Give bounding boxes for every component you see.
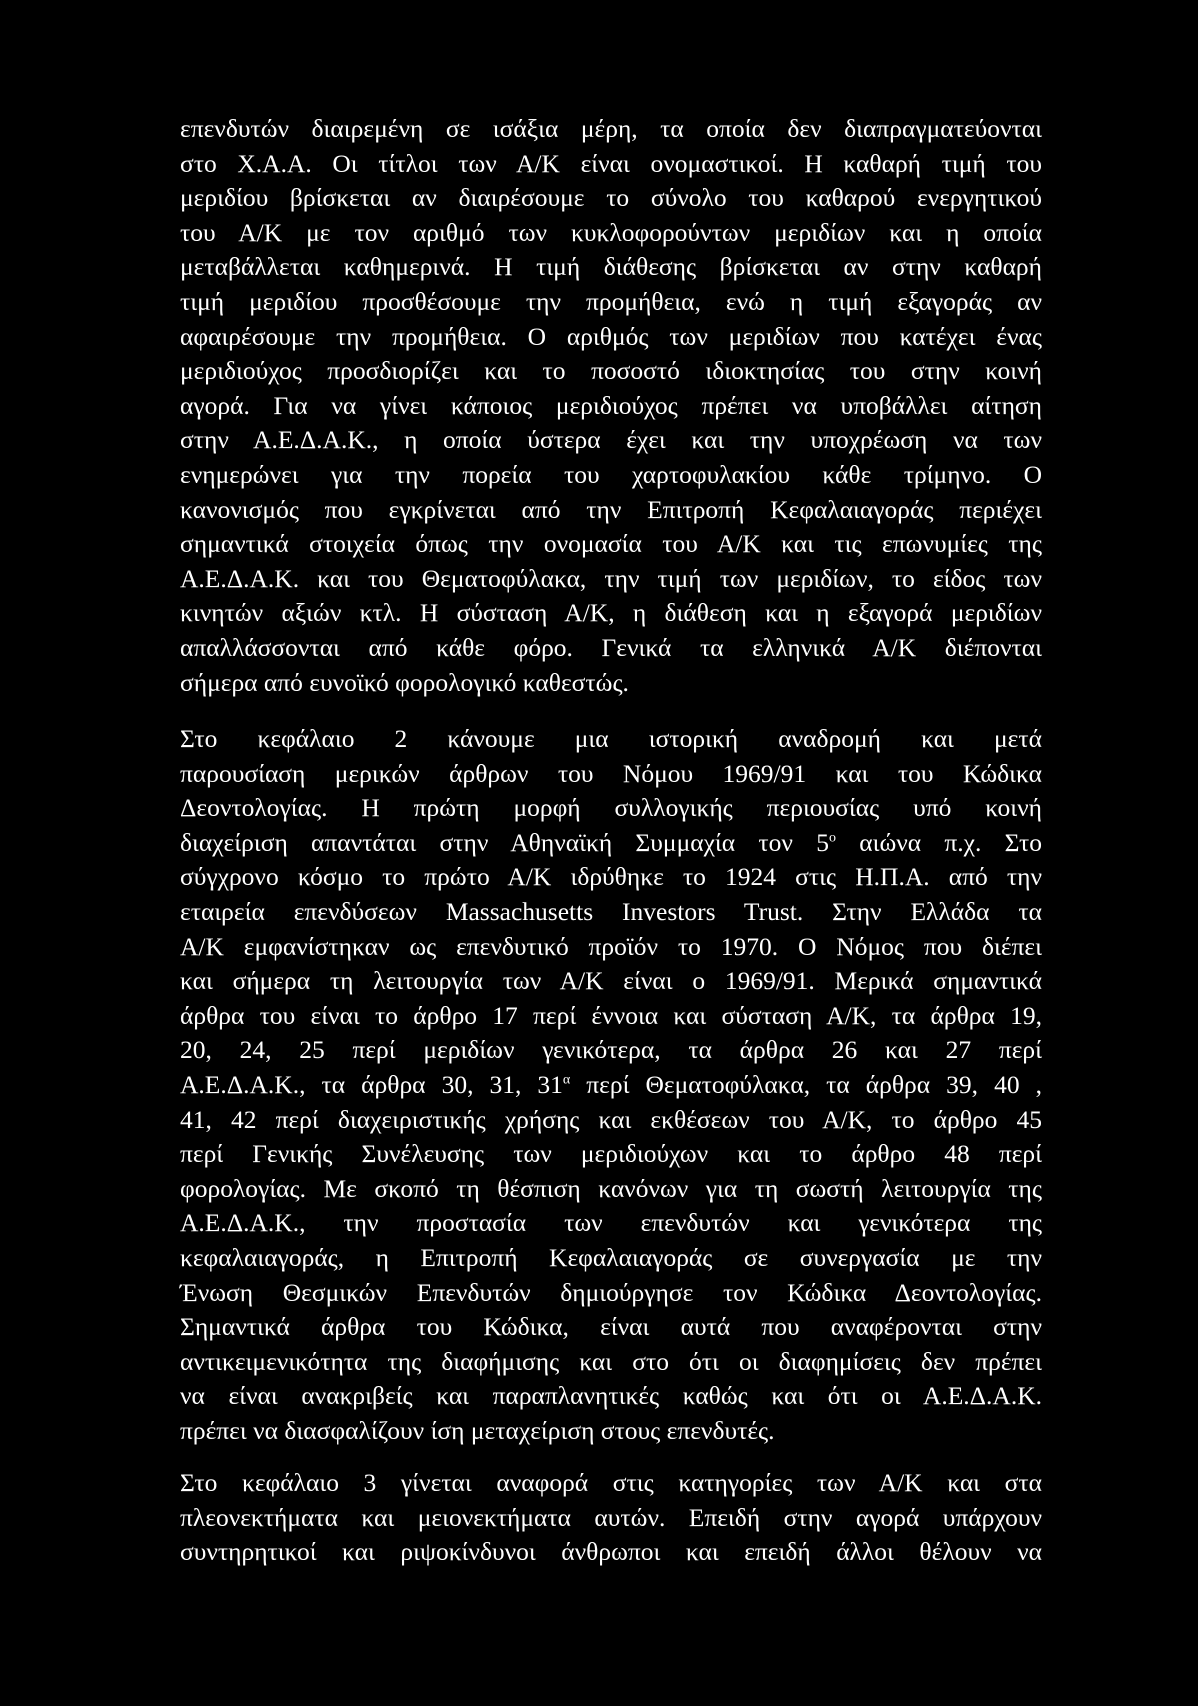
text-line: του Α/Κ με τον αριθμό των κυκλοφορούντων μεριδίων και η οποία [180, 217, 1042, 247]
text-line: συντηρητικοί και ριψοκίνδυνοι άνθρωποι και επειδή άλλοι θέλουν να [180, 1537, 1042, 1567]
text-line: Α/Κ εμφανίστηκαν ως επενδυτικό προϊόν το 1970. Ο Νόμος που διέπει [180, 931, 1042, 961]
text-line: Α.Ε.Δ.Α.Κ., την προστασία των επενδυτών και γενικότερα της [180, 1208, 1042, 1238]
text-line: Στο κεφάλαιο 3 γίνεται αναφορά στις κατηγορίες των Α/Κ και στα [180, 1468, 1042, 1497]
text-line: στην Α.Ε.Δ.Α.Κ., η οποία ύστερα έχει και την υποχρέωση να των [180, 425, 1042, 455]
text-line: ενημερώνει για την πορεία του χαρτοφυλακίου κάθε τρίμηνο. Ο [180, 459, 1042, 489]
superscript: ο [828, 830, 836, 846]
text-line: απαλλάσσονται από κάθε φόρο. Γενικά τα ελληνικά Α/Κ διέπονται [180, 632, 1042, 662]
text-line: κινητών αξιών κτλ. Η σύσταση Α/Κ, η διάθεση και η εξαγορά μεριδίων [180, 598, 1042, 628]
text-line: φορολογίας. Με σκοπό τη θέσπιση κανόνων για τη σωστή λειτουργία της [180, 1173, 1042, 1203]
text-line: Στο κεφάλαιο 2 κάνουμε μια ιστορική αναδρομή και μετά [180, 724, 1042, 753]
text-line: πρέπει να διασφαλίζουν ίση μεταχείριση στους επενδυτές. [180, 1415, 775, 1445]
text-line: Α.Ε.Δ.Α.Κ. και του Θεματοφύλακα, την τιμή των μεριδίων, το είδος των [180, 563, 1042, 593]
paragraph-1 [180, 112, 1042, 700]
text-line: κεφαλαιαγοράς, η Επιτροπή Κεφαλαιαγοράς σε συνεργασία με την [180, 1242, 1042, 1272]
text-segment: αιώνα π.χ. Στο [835, 827, 1043, 857]
text-line: πλεονεκτήματα και μειονεκτήματα αυτών. Επειδή στην αγορά υπάρχουν [180, 1502, 1042, 1532]
text-line: αφαιρέσουμε την προμήθεια. Ο αριθμός των μεριδίων που κατέχει ένας [180, 321, 1042, 351]
text-line [180, 826, 1042, 861]
text-line: εταιρεία επενδύσεων Massachusetts Investors Trust. Στην Ελλάδα τα [180, 896, 1042, 926]
paragraph-3 [180, 1466, 1042, 1570]
text-line: μεταβάλλεται καθημερινά. Η τιμή διάθεσης βρίσκεται αν στην καθαρή [180, 252, 1042, 282]
text-line: Δεοντολογίας. Η πρώτη μορφή συλλογικής περιουσίας υπό κοινή [180, 793, 1042, 823]
text-line: να είναι ανακριβείς και παραπλανητικές καθώς και ότι οι Α.Ε.Δ.Α.Κ. [180, 1381, 1042, 1411]
text-line: παρουσίαση μερικών άρθρων του Νόμου 1969/91 και του Κώδικα [180, 758, 1042, 788]
text-line: Ένωση Θεσμικών Επενδυτών δημιούργησε τον Κώδικα Δεοντολογίας. [180, 1277, 1042, 1307]
text-line: μεριδίου βρίσκεται αν διαιρέσουμε το σύνολο του καθαρού ενεργητικού [180, 183, 1042, 213]
text-line: 20, 24, 25 περί μεριδίων γενικότερα, τα άρθρα 26 και 27 περί [180, 1035, 1042, 1065]
text-line: τιμή μεριδίου προσθέσουμε την προμήθεια, ενώ η τιμή εξαγοράς αν [180, 286, 1042, 316]
text-line: μεριδιούχος προσδιορίζει και το ποσοστό ιδιοκτησίας του στην κοινή [180, 356, 1042, 386]
text-line: αγορά. Για να γίνει κάποιος μεριδιούχος πρέπει να υποβάλλει αίτηση [180, 390, 1042, 420]
text-line: Σημαντικά άρθρα του Κώδικα, είναι αυτά που αναφέρονται στην [180, 1312, 1042, 1342]
text-line: αντικειμενικότητα της διαφήμισης και στο ότι οι διαφημίσεις δεν πρέπει [180, 1346, 1042, 1376]
text-line: στο Χ.Α.Α. Οι τίτλοι των Α/Κ είναι ονομαστικοί. Η καθαρή τιμή του [180, 148, 1042, 178]
text-line: άρθρα του είναι το άρθρο 17 περί έννοια και σύσταση Α/Κ, τα άρθρα 19, [180, 1000, 1042, 1030]
text-line: και σήμερα τη λειτουργία των Α/Κ είναι ο 1969/91. Μερικά σημαντικά [180, 966, 1042, 996]
text-line: 41, 42 περί διαχειριστικής χρήσης και εκθέσεων του Α/Κ, το άρθρο 45 [180, 1104, 1042, 1134]
text-line: κανονισμός που εγκρίνεται από την Επιτροπή Κεφαλαιαγοράς περιέχει [180, 494, 1042, 524]
text-line: επενδυτών διαιρεμένη σε ισάξια μέρη, τα οποία δεν διαπραγματεύονται [180, 114, 1042, 143]
text-line: σήμερα από ευνοϊκό φορολογικό καθεστώς. [180, 667, 629, 697]
paragraph-2 [180, 722, 1042, 1448]
text-line [180, 1068, 1042, 1103]
text-segment: διαχείριση απαντάται στην Αθηναϊκή Συμμαχία τον 5 [180, 827, 829, 857]
superscript: α [562, 1072, 571, 1088]
text-segment: Α.Ε.Δ.Α.Κ., τα άρθρα 30, 31, 31 [180, 1069, 563, 1099]
text-line: σημαντικά στοιχεία όπως την ονομασία του Α/Κ και τις επωνυμίες της [180, 529, 1042, 559]
text-line: σύγχρονο κόσμο το πρώτο Α/Κ ιδρύθηκε το 1924 στις Η.Π.Α. από την [180, 862, 1042, 892]
text-line: περί Γενικής Συνέλευσης των μεριδιούχων και το άρθρο 48 περί [180, 1139, 1042, 1169]
text-segment: περί Θεματοφύλακα, τα άρθρα 39, 40 , [570, 1069, 1042, 1099]
